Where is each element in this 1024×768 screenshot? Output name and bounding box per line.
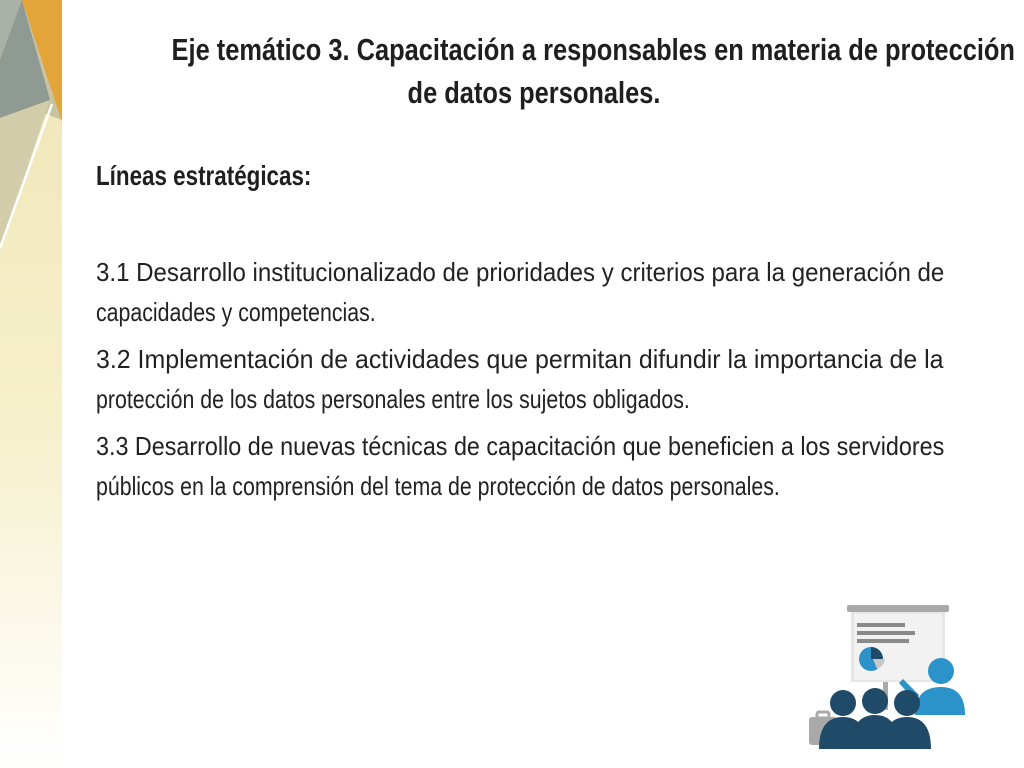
strategic-line-item xyxy=(96,426,944,506)
item-line: capacidades y competencias. xyxy=(96,297,376,327)
strategic-lines-heading: Líneas estratégicas: xyxy=(96,160,312,191)
item-line: 3.2 Implementación de actividades que permitan difundir la importancia de la xyxy=(96,344,944,374)
item-line: 3.3 Desarrollo de nuevas técnicas de capacitación que beneficien a los servidores xyxy=(96,431,945,461)
strategic-line-item xyxy=(96,339,944,419)
item-line: protección de los datos personales entre los sujetos obligados. xyxy=(96,384,690,414)
side-decoration xyxy=(0,0,62,768)
slide-title-line: de datos personales. xyxy=(407,75,661,110)
item-line: 3.1 Desarrollo institucionalizado de prioridades y criterios para la generación de xyxy=(96,257,945,287)
strategic-lines-list xyxy=(96,252,944,513)
presentation-training-icon xyxy=(803,603,969,753)
strategic-line-item xyxy=(96,252,944,332)
item-line: públicos en la comprensión del tema de protección de datos personales. xyxy=(96,471,780,501)
slide-title xyxy=(171,28,1015,114)
slide-title-line: Eje temático 3. Capacitación a responsables en materia de protección xyxy=(171,32,1015,67)
